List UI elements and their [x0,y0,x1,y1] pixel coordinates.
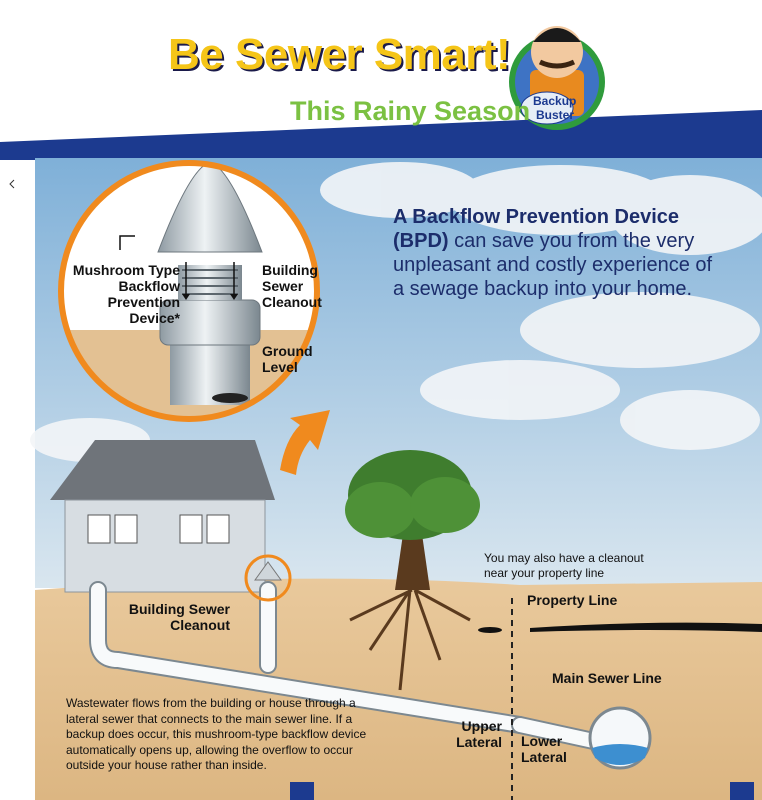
bottom-blue-tab [290,782,314,800]
label-inset-building-sewer-cleanout: Building Sewer Cleanout [262,262,322,310]
property-cleanout-hole [478,627,502,633]
page-subtitle: This Rainy Season [290,96,531,126]
intro-rest: can save you from the very unpleasant and costly experience of a sewage backup into your home. [393,230,713,300]
mascot-badge-line1: Backup [533,94,577,108]
house [50,440,275,592]
label-ground-level: Ground Level [262,343,313,375]
bottom-blue-tab [730,782,754,800]
label-lower-lateral: Lower Lateral [521,733,567,765]
intro-bold: A Backflow Prevention Device (BPD) [393,206,680,252]
page-mark [10,180,14,188]
flow-description: Wastewater flows from the building or house through a lateral sewer that connects to the main sewer line. If a backup does occur, this mushroom-type backflow device automatically opens up, allowing the overflow to occur outside your house rather than inside. [66,696,367,772]
label-upper-lateral: Upper Lateral [456,718,502,750]
page-title: Be Sewer Smart! [168,30,511,79]
label-property-line: Property Line [527,592,618,608]
intro-text [393,205,723,301]
mascot-badge-line2: Buster [536,108,575,122]
label-building-sewer-cleanout: Building Sewer Cleanout [128,601,230,633]
label-mushroom-device: Mushroom Type Backflow Prevention Device* [72,262,180,326]
label-main-sewer-line: Main Sewer Line [552,670,662,686]
label-cleanout-note: You may also have a cleanout near your property line [484,551,644,580]
